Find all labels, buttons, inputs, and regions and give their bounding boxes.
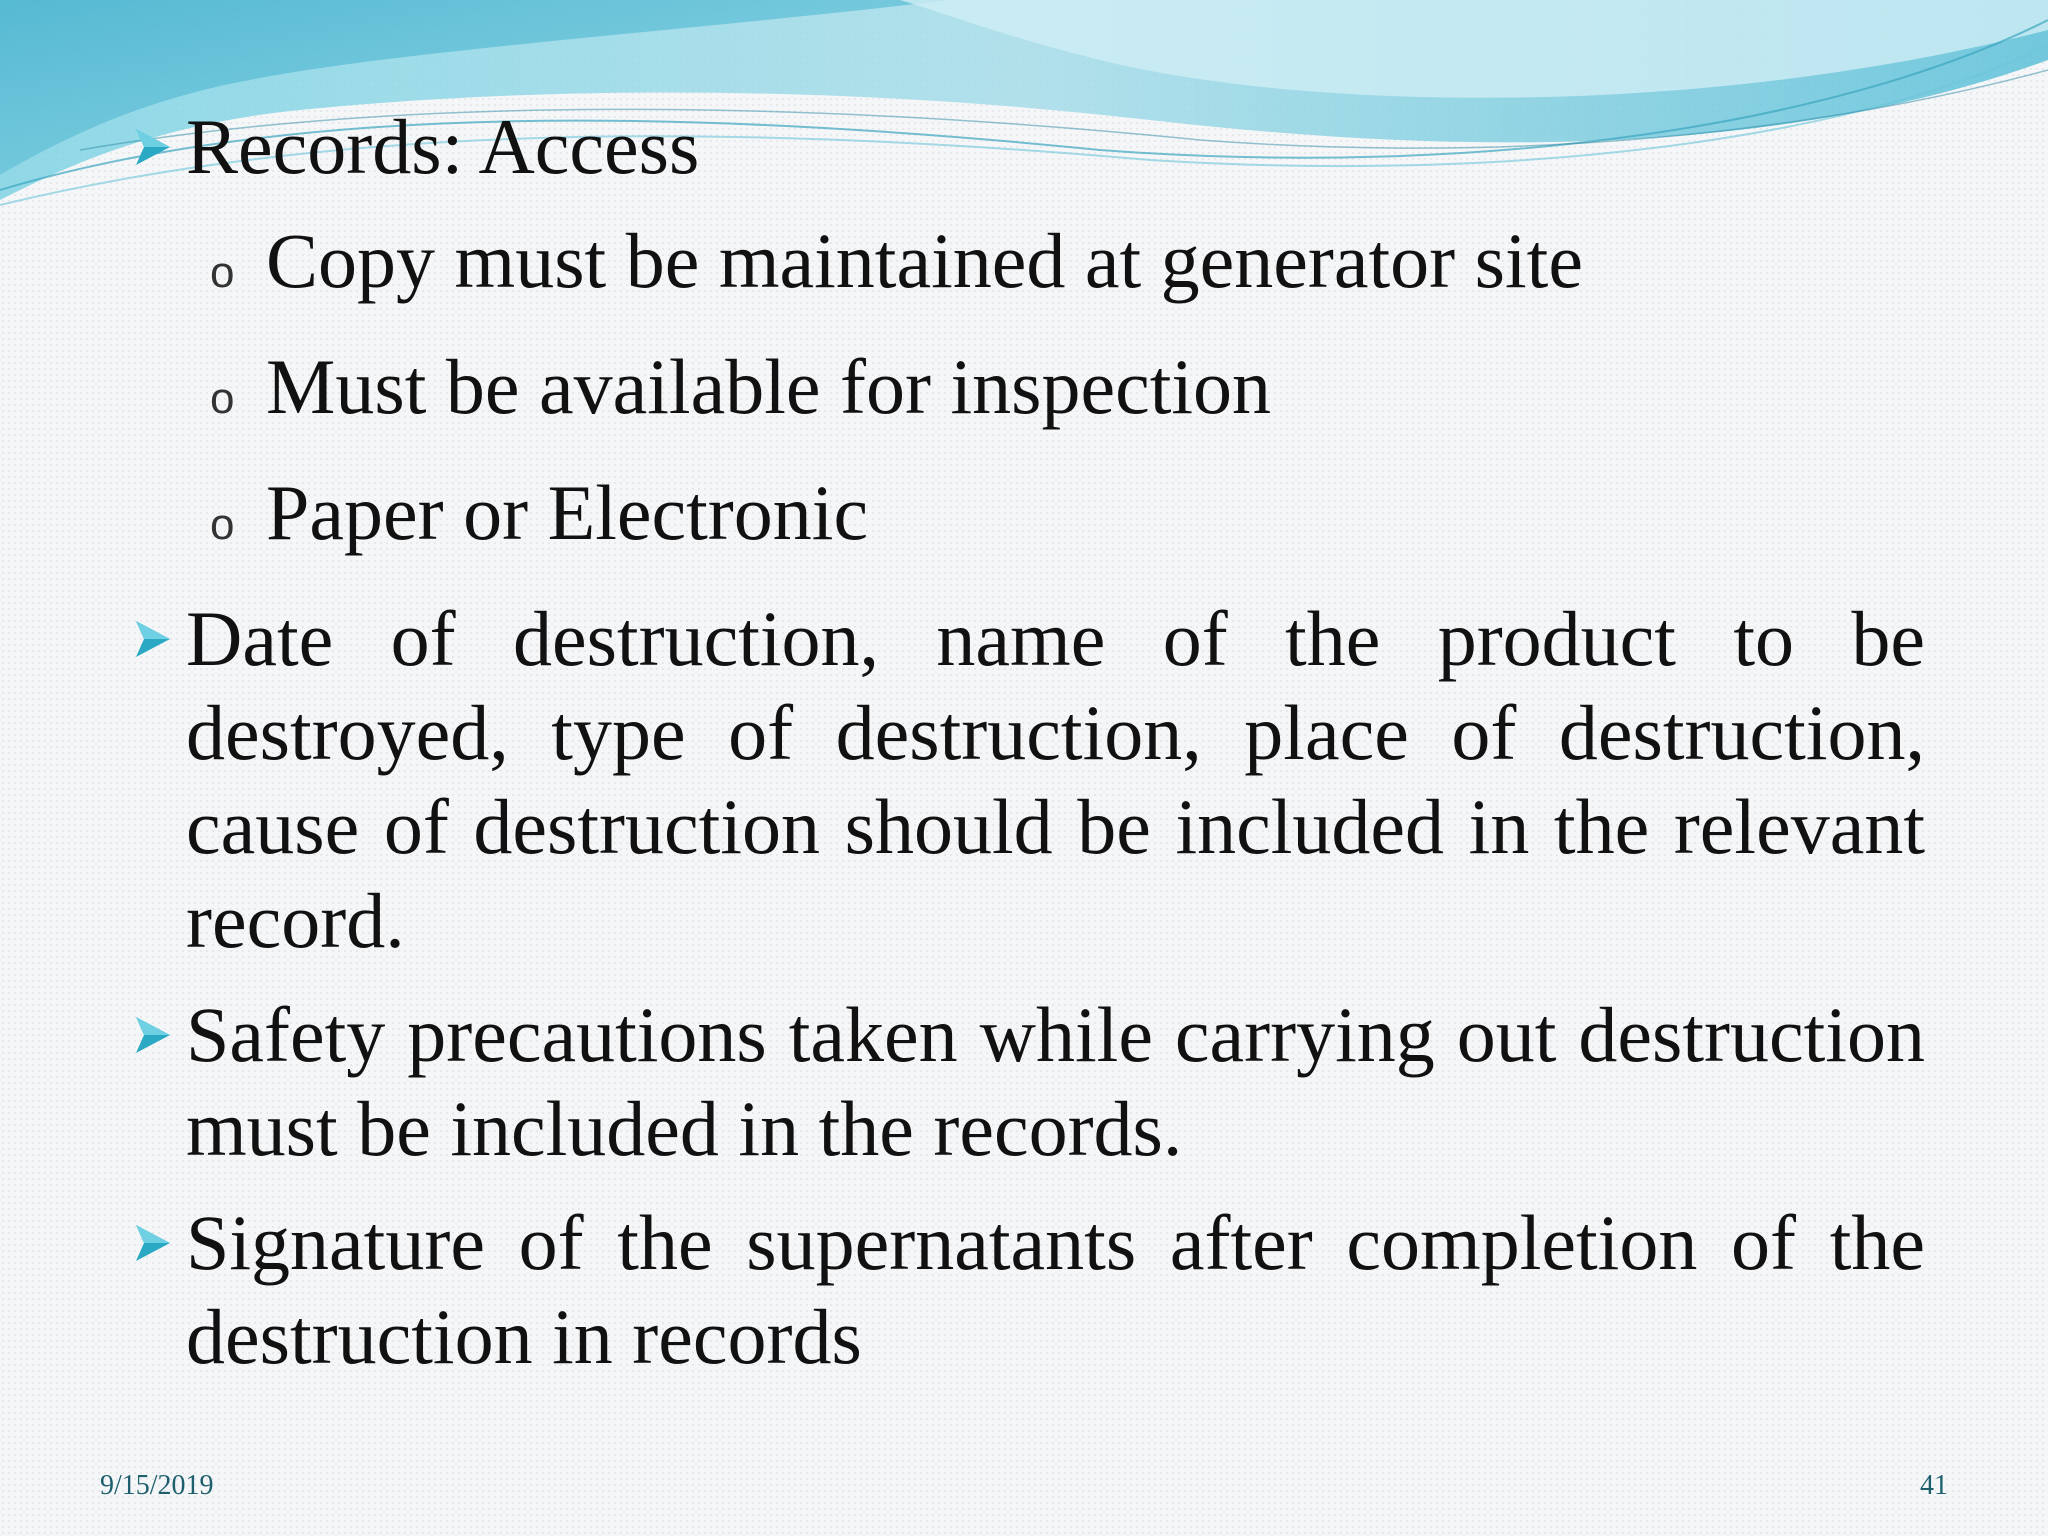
sub-bullet-item [210, 340, 1925, 446]
sub-bullet-text: Must be available for inspection [266, 343, 1272, 430]
bullet-item [130, 592, 1925, 968]
circle-bullet-icon: o [210, 248, 235, 297]
arrow-bullet-icon [130, 988, 186, 1082]
bullet-item [130, 988, 1925, 1176]
circle-bullet-icon: o [210, 374, 235, 423]
page-number: 41 [1920, 1470, 1948, 1501]
bullet-item [130, 1196, 1925, 1384]
records-access-block [130, 100, 1925, 572]
bullet-text: Date of destruction, name of the product to be destroyed, type of destruction, place of destruction, cause of destruction should be included in the relevant record. [186, 595, 1925, 964]
bullet-text: Signature of the supernatants after completion of the destruction in records [186, 1199, 1925, 1380]
bullet-text: Safety precautions taken while carrying out destruction must be included in the records. [186, 991, 1925, 1172]
arrow-bullet-icon [130, 1196, 186, 1290]
sub-bullet-item [210, 466, 1925, 572]
bullet-text: Records: Access [186, 103, 700, 190]
sub-bullet-item [210, 214, 1925, 320]
bullet-item [130, 100, 1925, 194]
arrow-bullet-icon [130, 592, 186, 686]
arrow-bullet-icon [130, 100, 186, 194]
footer-date: 9/15/2019 [100, 1470, 214, 1501]
sub-bullet-text: Copy must be maintained at generator site [266, 217, 1583, 304]
slide-body [130, 100, 1925, 1404]
sub-bullet-text: Paper or Electronic [266, 469, 869, 556]
circle-bullet-icon: o [210, 500, 235, 549]
